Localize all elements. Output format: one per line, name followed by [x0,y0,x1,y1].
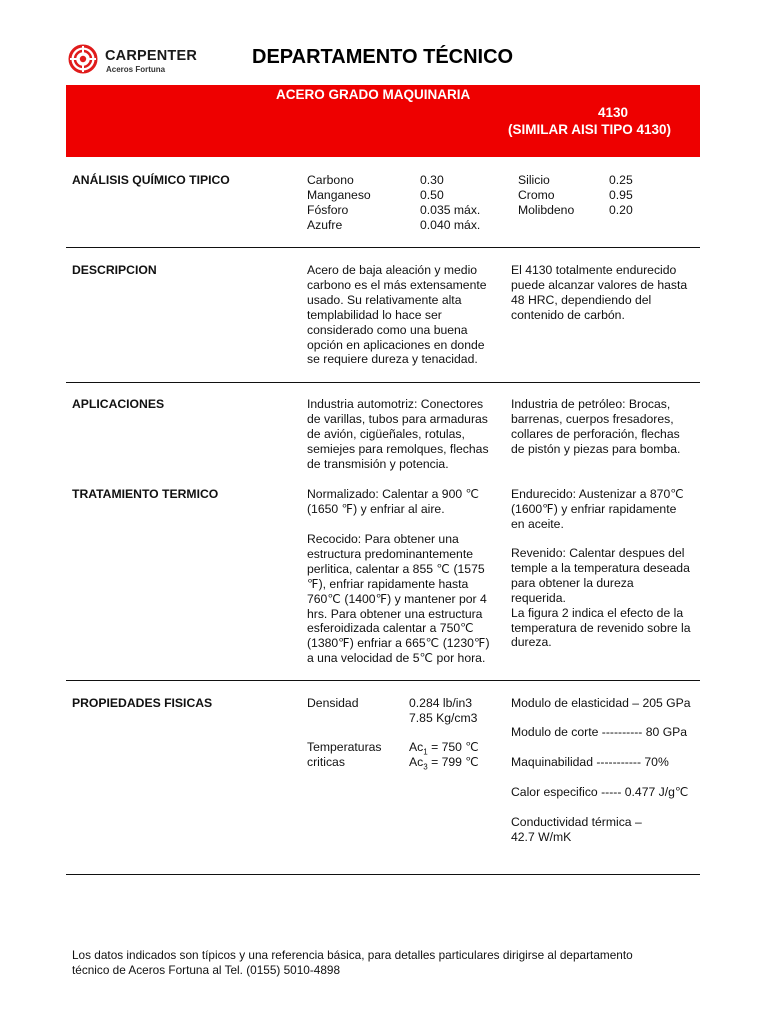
aplicaciones-heading: APLICACIONES [72,397,165,411]
elasticidad-value: Modulo de elasticidad – 205 GPa [511,696,691,710]
banner-category: ACERO GRADO MAQUINARIA [276,87,471,102]
descripcion-heading: DESCRIPCION [72,263,157,277]
densidad-label: Densidad [307,696,359,710]
conductividad-value: Conductividad térmica – 42.7 W/mK [511,815,642,844]
endurecido-text: Endurecido: Austenizar a 870℃ (1600℉) y enfriar rapidamente en aceite. [511,487,684,531]
aplicaciones-text-right: Industria de petróleo: Brocas, barrenas, cuerpos fresadores, collares de perforación, flechas de pistón y piezas para bomba. [511,397,681,456]
temperaturas-label: Temperaturas criticas [307,740,382,769]
brand-name: CARPENTER [105,48,198,64]
section-divider [66,680,700,681]
analisis-elements-right: Silicio Cromo Molibdeno [518,173,575,217]
section-divider [66,382,700,383]
footer-note: Los datos indicados son típicos y una referencia básica, para detalles particulares dirigirse al departamento técnico de Aceros Fortuna al Tel. (0155) 5010-4898 [72,948,633,977]
brand-subtitle: Aceros Fortuna [106,65,166,74]
analisis-heading: ANÁLISIS QUÍMICO TIPICO [72,173,230,187]
section-divider [66,247,700,248]
page-title: DEPARTAMENTO TÉCNICO [252,46,514,68]
banner-equivalence: (SIMILAR AISI TIPO 4130) [508,122,672,137]
company-logo [68,44,208,78]
descripcion-text-left: Acero de baja aleación y medio carbono es el más extensamente usado. Su relativamente alta templabilidad lo hace ser considerado como una buena opción en aplicaciones en donde se requiere dureza y tenacidad. [307,263,487,367]
tratamiento-heading: TRATAMIENTO TERMICO [72,487,219,501]
revenido-text: Revenido: Calentar despues del temple a la temperatura deseada para obtener la dureza requerida. La figura 2 indica el efecto de la temperatura de revenido sobre la dureza. [511,546,691,650]
maquinabilidad-value: Maquinabilidad ----------- 70% [511,755,669,769]
propiedades-heading: PROPIEDADES FISICAS [72,696,213,710]
descripcion-text-right: El 4130 totalmente endurecido puede alcanzar valores de hasta 48 HRC, dependiendo del contenido de carbón. [511,263,688,322]
recocido-text: Recocido: Para obtener una estructura predominantemente perlitica, calentar a 855 ℃ (1575 ℉), enfriar rapidamente hasta 760℃ (1400℉) y mantener por 4 hrs. Para obtener una estructura esferoidizada calentar a 750℃ (1380℉) enfriar a 665℃ (1230℉) a una velocidad de 5℃ por hora. [307,532,490,666]
densidad-value: 0.284 lb/in3 7.85 Kg/cm3 [409,696,478,725]
ac3-value: $Ac_3 = 799$ ℃ [409,755,479,772]
corte-value: Modulo de corte ---------- 80 GPa [511,725,688,739]
product-banner [66,85,700,157]
analisis-values-right: 0.25 0.95 0.20 [609,173,633,217]
carpenter-logo-icon [68,44,98,74]
analisis-elements-left: Carbono Manganeso Fósforo Azufre [307,173,371,232]
normalizado-text: Normalizado: Calentar a 900 ℃ (1650 ℉) y enfriar al aire. [307,487,480,516]
calor-especifico-value: Calor especifico ----- 0.477 J/g℃ [511,785,689,799]
aplicaciones-text-left: Industria automotriz: Conectores de varillas, tubos para armaduras de avión, cigüeñales, rotulas, semiejes para remolques, flechas de transmisión y potencia. [307,397,489,471]
banner-grade: 4130 [598,105,629,120]
ac1-value: $Ac_1 = 750$ ℃ [409,740,479,757]
analisis-values-left: 0.30 0.50 0.035 máx. 0.040 máx. [420,173,481,232]
section-divider [66,874,700,875]
